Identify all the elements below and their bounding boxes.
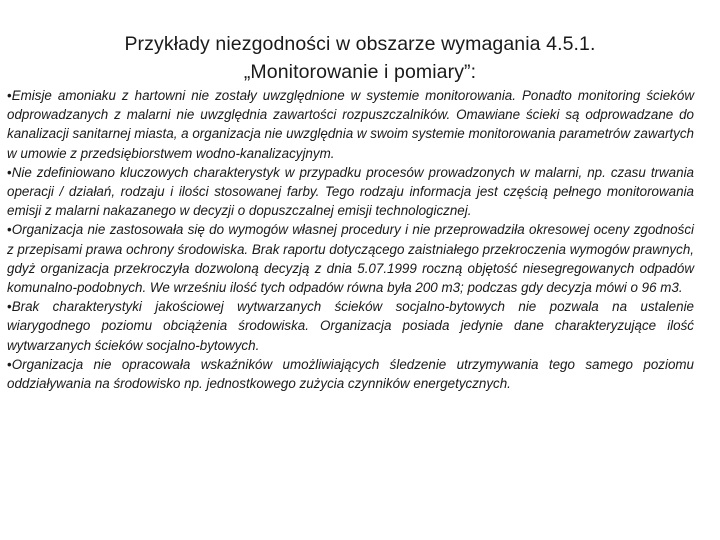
bullet-symbol: • [7,222,12,238]
bullet-text: Brak charakterystyki jakościowej wytwarzanych ścieków socjalno-bytowych nie pozwala na ustalenie wiarygodnego poziomu obciążenia środowiska. Organizacja posiada jedynie dane charakteryzujące ilość wytwarzanych ścieków socjalno-bytowych. [7,299,694,353]
bullet-text: Nie zdefiniowano kluczowych charakterystyk w przypadku procesów prowadzonych w malarni, np. czasu trwania operacji / działań, rodzaju i ilości stosowanej farby. Tego rodzaju informacja jest częścią pełnego monitorowania emisji z malarni nakazanego w decyzji o dopuszczalnej emisji technologicznej. [7,164,694,219]
bullet-text: Emisje amoniaku z hartowni nie zostały uwzględnione w systemie monitorowania. Ponadto monitoring ścieków odprowadzanych z malarni nie uwzględnia zawartości rozpuszczalników. Omawiane ścieki są odprowadzane do kanalizacji sanitarnej miasta, a organizacja nie uwzględnia w swoim systemie monitorowania parametrów zawartych w umowie z przedsiębiorstwem wodno-kanalizacyjnym. [7,88,694,161]
bullet-item [7,220,694,297]
bullet-item [7,355,694,393]
bullet-text: Organizacja nie zastosowała się do wymogów własnej procedury i nie przeprowadziła okresowej oceny zgodności z przepisami prawa ochrony środowiska. Brak raportu dotyczącego zaistniałego przekroczenia wymogów prawnych, gdyż organizacja przekroczyła dozwoloną decyzją z dnia 5.07.1999 roczną objętość niesegregowanych odpadów komunalno-podobnych. We wrześniu ilość tych odpadów równa była 200 m3; podczas gdy decyzja mówi o 96 m3. [7,222,694,296]
bullet-text: Organizacja nie opracowała wskaźników umożliwiających śledzenie utrzymywania tego samego poziomu oddziaływania na środowisko np. jednostkowego zużycia czynników energetycznych. [7,356,694,392]
title-line-2: „Monitorowanie i pomiary”: [243,61,477,83]
title-line-1: Przykłady niezgodności w obszarze wymagania 4.5.1. [124,33,596,55]
bullet-symbol: • [7,164,12,180]
bullet-list [7,86,694,393]
bullet-item [7,297,694,355]
bullet-item [7,86,694,163]
page-title [0,30,720,86]
bullet-item [7,163,694,221]
bullet-symbol: • [7,88,12,103]
bullet-symbol: • [7,356,12,372]
bullet-symbol: • [7,299,12,315]
